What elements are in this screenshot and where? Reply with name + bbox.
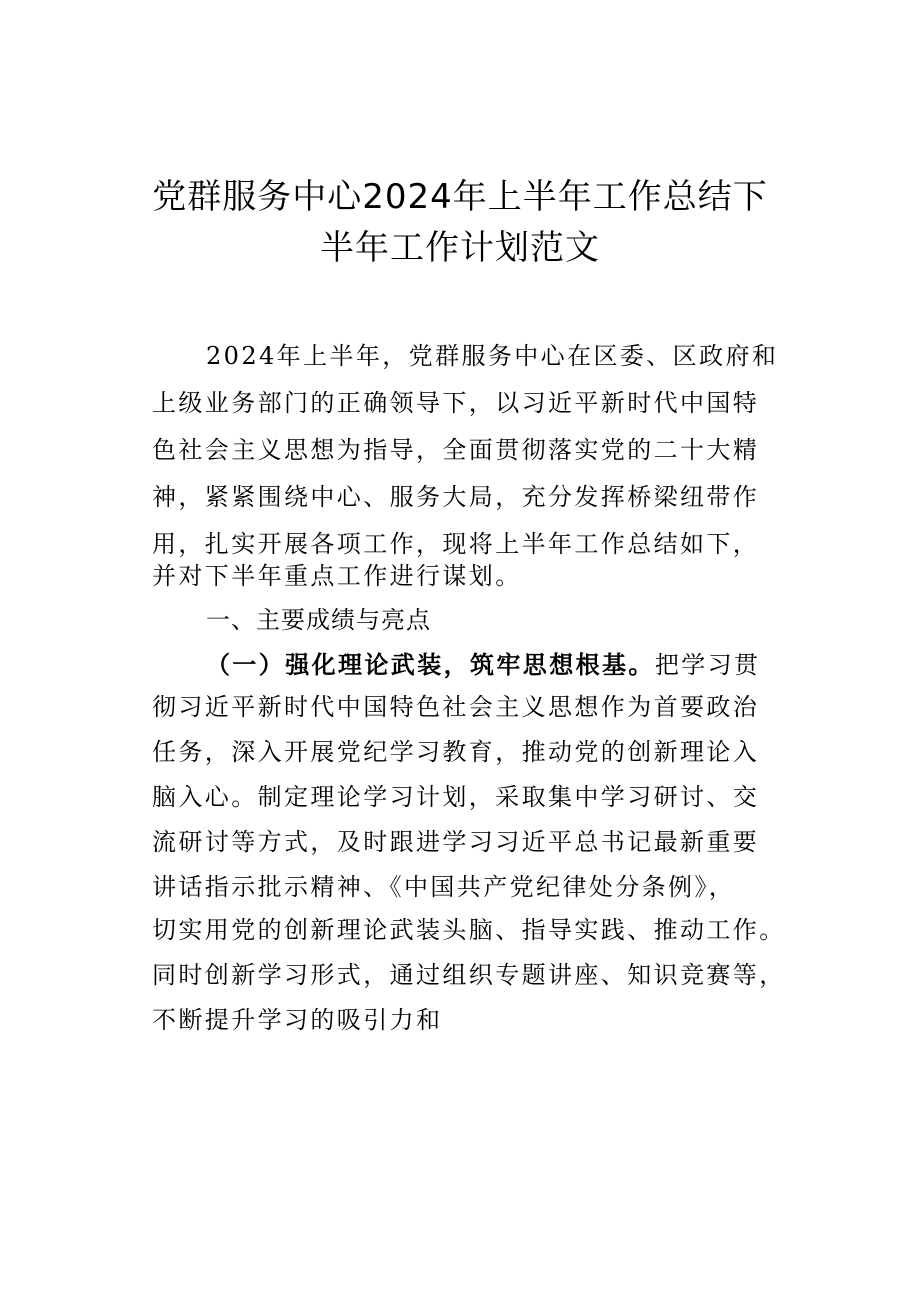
intro-line-1: 2024年上半年，党群服务中心在区委、区政府和 <box>206 342 779 370</box>
subsection-line-2: 彻习近平新时代中国特色社会主义思想作为首要政治 <box>152 693 760 721</box>
subsection-line-3: 任务，深入开展党纪学习教育，推动党的创新理论入 <box>152 738 760 766</box>
subsection-title: （一）强化理论武装，筑牢思想根基。 <box>206 650 655 679</box>
subsection-first-line <box>206 650 760 680</box>
section-heading: 一、主要成绩与亮点 <box>206 606 431 634</box>
subsection-line-5: 流研讨等方式，及时跟进学习习近平总书记最新重要 <box>152 828 760 856</box>
intro-line-6: 并对下半年重点工作进行谋划。 <box>152 562 522 590</box>
intro-line-5: 用，扎实开展各项工作，现将上半年工作总结如下， <box>152 530 760 558</box>
document-title-line-1: 党群服务中心2024年上半年工作总结下 <box>152 177 768 217</box>
document-title-line-2: 半年工作计划范文 <box>320 228 600 268</box>
subsection-line-4: 脑入心。制定理论学习计划，采取集中学习研讨、交 <box>152 783 760 811</box>
subsection-line-9: 不断提升学习的吸引力和 <box>152 1006 443 1034</box>
subsection-line-6: 讲话指示批示精神、《中国共产党纪律处分条例》， <box>152 873 736 901</box>
intro-line-2: 上级业务部门的正确领导下，以习近平新时代中国特 <box>152 389 760 417</box>
subsection-line-8: 同时创新学习形式，通过组织专题讲座、知识竞赛等， <box>152 961 786 989</box>
intro-line-3: 色社会主义思想为指导，全面贯彻落实党的二十大精 <box>152 436 760 464</box>
subsection-first-line-rest: 把学习贯 <box>654 651 761 679</box>
intro-line-4: 神，紧紧围绕中心、服务大局，充分发挥桥梁纽带作 <box>152 483 760 511</box>
subsection-line-7: 切实用党的创新理论武装头脑、指导实践、推动工作。 <box>152 916 786 944</box>
